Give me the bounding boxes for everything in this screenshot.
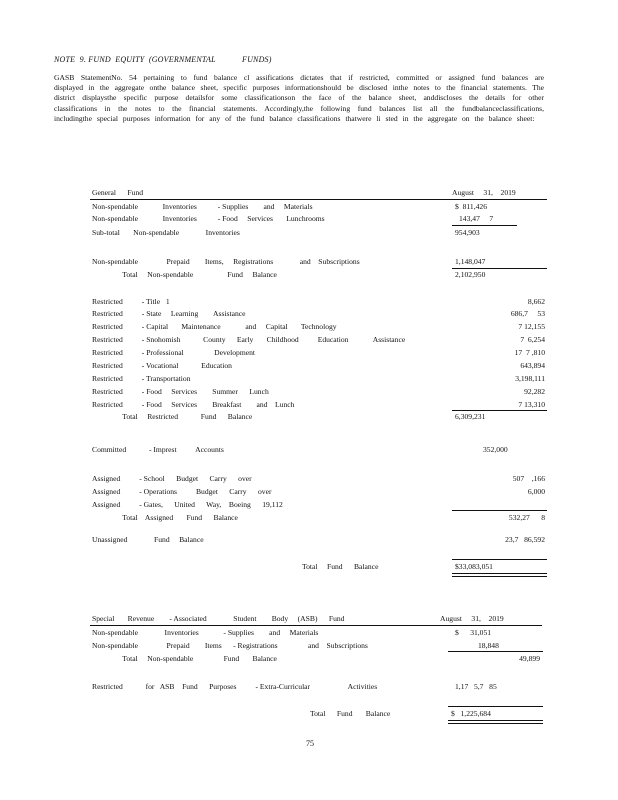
table-row-amount: 686,7 53 [510,309,545,318]
table-row-label: Assigned - Operations Budget Carry over [92,487,272,496]
table-row-label: Total Non-spendable Fund Balance [92,654,277,663]
table-row-label: Assigned - Gates, United Way, Boeing 19,112 [92,500,283,509]
subtotal-rule [452,225,517,226]
total-fund-balance-amount: $ 1,225,684 [451,709,491,718]
table-row-label: Restricted - State Learning Assistance [92,309,246,318]
table-row-label: Restricted - Title 1 [92,297,170,306]
table-row-label: Restricted - Snohomish County Early Childhood Education Assistance [92,335,406,344]
asb-fund-header: Special Revenue - Associated Student Body (ASB) Fund [92,614,345,623]
table-row-amount: 3,198,111 [515,374,545,383]
table-row-amount: 532,27 8 [508,513,545,522]
table-row-label: Total Non-spendable Fund Balance [92,270,277,279]
table-row-amount: 7 6,254 [520,335,545,344]
table-row-label: Committed - Imprest Accounts [92,445,224,454]
table-row-label: Restricted - Capital Maintenance and Capital Technology [92,322,337,331]
table-row-amount: 954,903 [455,228,480,237]
total-rule [448,706,543,707]
table-row-amount: 49,899 [519,654,540,663]
table-row-label: Sub-total Non-spendable Inventories [92,228,240,237]
general-fund-date: August 31, 2019 [452,188,516,197]
table-row-amount: 1,148,047 [455,257,486,266]
table-row-amount: 23,7 86,592 [505,535,545,544]
table-row-label: Assigned - School Budget Carry over [92,474,252,483]
subtotal-rule [452,510,547,511]
table-row-label: Unassigned Fund Balance [92,535,204,544]
table-row-amount: 6,000 [527,487,545,496]
table-row-amount: 18,848 [478,641,499,650]
table-row-label: Restricted - Professional Development [92,348,256,357]
double-underline [452,573,547,577]
table-row-amount: 17 7 ,810 [514,348,545,357]
table-row-amount: 7 13,310 [518,400,545,409]
total-fund-balance-amount: $33,083,051 [455,562,493,571]
table-row-label: Non-spendable Inventories - Supplies and Materials [92,202,313,211]
table-row-label: Non-spendable Inventories - Food Services Lunchrooms [92,214,325,223]
table-row-amount: 7 12,155 [518,322,545,331]
table-row-amount: 92,282 [524,387,545,396]
page-number: 75 [306,739,314,748]
table-row-amount: $ 811,426 [455,202,487,211]
table-row-amount: 507 ,166 [512,474,545,483]
table-row-label: Non-spendable Prepaid Items - Registrations and Subscriptions [92,641,368,650]
table-row-amount: 1,17 5,7 85 [455,682,497,691]
table-row-label: Restricted - Food Services Summer Lunch [92,387,269,396]
subtotal-rule [452,410,547,411]
header-rule [90,199,547,200]
table-row-label: Restricted - Transportation [92,374,191,383]
table-row-amount: 6,309,231 [455,412,486,421]
total-fund-balance-label: Total Fund Balance [302,562,379,571]
table-row-label: Restricted - Vocational Education [92,361,232,370]
table-row-label: Restricted for ASB Fund Purposes - Extra-Curricular Activities [92,682,378,691]
table-row-amount: 143,47 7 [459,214,494,223]
table-row-amount: 643,894 [520,361,545,370]
subtotal-rule [452,268,547,269]
table-row-label: Total Restricted Fund Balance [92,412,253,421]
total-fund-balance-label: Total Fund Balance [310,709,391,718]
asb-fund-date: August 31, 2019 [440,614,504,623]
double-underline [448,720,543,724]
note-title: NOTE 9. FUND EQUITY (GOVERNMENTAL FUNDS) [54,55,272,64]
table-row-amount: 352,000 [483,445,508,454]
table-row-label: Non-spendable Inventories - Supplies and Materials [92,628,319,637]
intro-paragraph: GASB StatementNo. 54 pertaining to fund balance cl assifications dictates that if restricted, committed or assigned fund balances are displayed in the aggregate onthe balance sheet, specific purposes informationshould be disclosed inthe notes to the financial statements. The district displaysthe specific purpose detailsfor some classificationson the face of the balance sheet, anddiscloses the details for other classifications in the notes to the financial statements. Accordingly,the following fund balances list all the fundbalanceclassifications, includingthe special purposes information for any of the fund balance classifications thatwere li sted in the aggregate on the balance sheet: [54,73,544,123]
subtotal-rule [448,651,543,652]
table-row-label: Non-spendable Prepaid Items, Registrations and Subscriptions [92,257,360,266]
table-row-label: Total Assigned Fund Balance [92,513,238,522]
total-rule [452,559,547,560]
header-rule [90,625,542,626]
general-fund-header: General Fund [92,188,144,197]
table-row-amount: $ 31,051 [455,628,492,637]
table-row-amount: 8,662 [527,297,545,306]
table-row-label: Restricted - Food Services Breakfast and Lunch [92,400,295,409]
table-row-amount: 2,102,950 [455,270,486,279]
